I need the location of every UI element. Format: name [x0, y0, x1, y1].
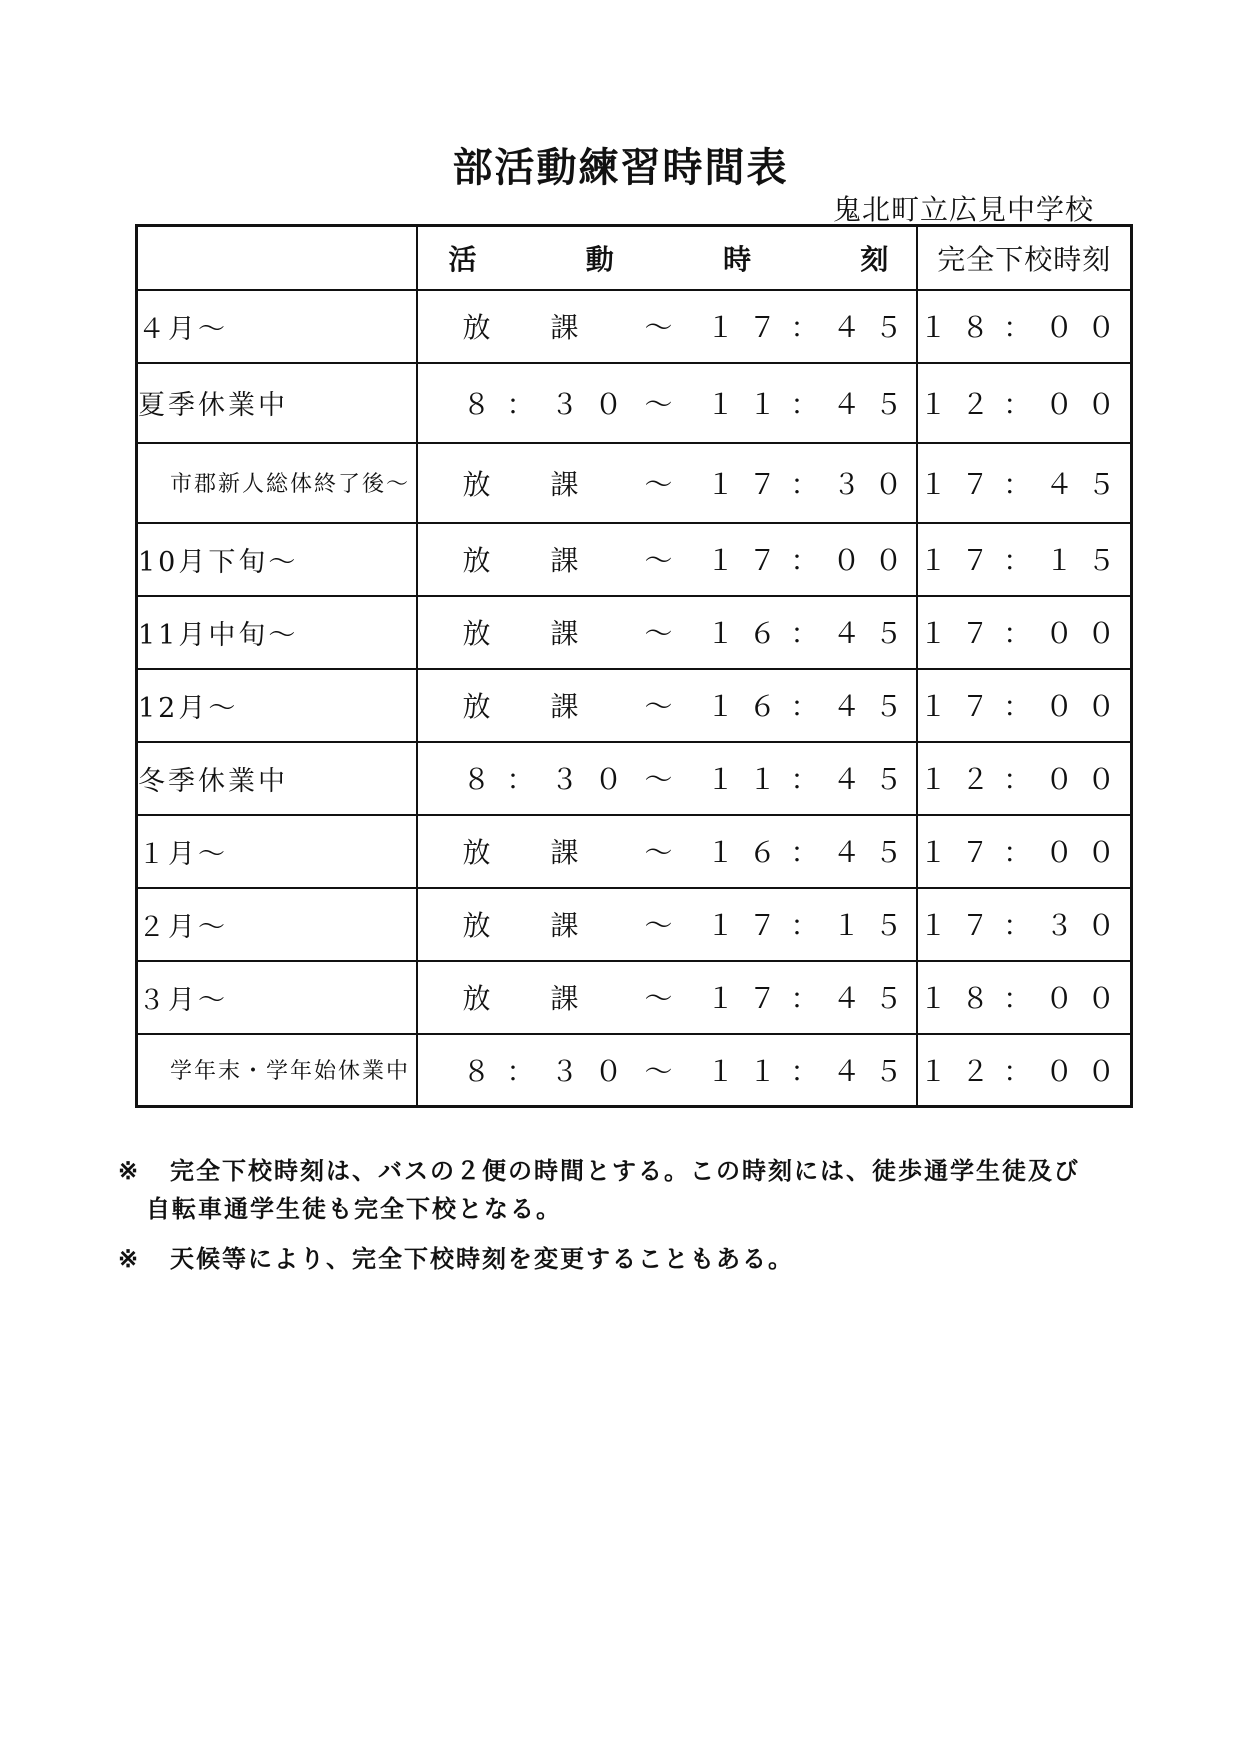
table-row — [137, 888, 1132, 961]
tilde-separator: ～ — [644, 311, 673, 344]
dismissal-time-cell: １７：００ — [917, 815, 1131, 888]
end-time: １７：１５ — [706, 909, 917, 942]
end-time: １１：４５ — [706, 763, 917, 796]
period-cell: 学年末・学年始休業中 — [137, 1034, 418, 1107]
period-cell: 12月～ — [137, 669, 418, 742]
dismissal-time-cell: １２：００ — [917, 1034, 1131, 1107]
dismissal-time-cell: １７：００ — [917, 596, 1131, 669]
tilde-separator: ～ — [644, 909, 673, 942]
activity-time-cell — [417, 363, 917, 443]
start-time: ８：３０ — [462, 1054, 639, 1088]
table-row — [137, 742, 1132, 815]
note-mark: ※ — [118, 1244, 141, 1273]
tilde-separator: ～ — [644, 763, 673, 796]
header-activity-char: 動 — [585, 242, 614, 276]
dismissal-time-cell: １２：００ — [917, 363, 1131, 443]
end-time: １１：４５ — [706, 387, 917, 421]
activity-time-cell — [417, 742, 917, 815]
note-line: 自転車通学生徒も完全下校となる。 — [146, 1194, 562, 1223]
note-line: 完全下校時刻は、バスの２便の時間とする。この時刻には、徒歩通学生徒及び — [170, 1156, 1080, 1185]
start-time: 放 課 — [462, 467, 595, 501]
dismissal-time-cell: １２：００ — [917, 742, 1131, 815]
dismissal-time-cell: １７：１５ — [917, 523, 1131, 596]
period-cell: 冬季休業中 — [137, 742, 418, 815]
note-item — [118, 1240, 1118, 1278]
dismissal-time-cell: １７：３０ — [917, 888, 1131, 961]
activity-time-cell — [417, 815, 917, 888]
note-line: 天候等により、完全下校時刻を変更することもある。 — [170, 1244, 794, 1273]
start-time: 放 課 — [462, 617, 595, 650]
end-time: １７：００ — [706, 544, 917, 577]
end-time: １１：４５ — [706, 1054, 917, 1088]
tilde-separator: ～ — [644, 1054, 673, 1088]
header-activity-char: 活 — [448, 242, 477, 276]
header-activity-time-cell — [417, 226, 917, 290]
activity-time-cell — [417, 1034, 917, 1107]
table-row — [137, 290, 1132, 363]
end-time: １７：４５ — [706, 982, 917, 1015]
school-name: 鬼北町立広見中学校 — [832, 193, 1094, 226]
table-row — [137, 815, 1132, 888]
end-time: １６：４５ — [706, 836, 917, 869]
start-time: 放 課 — [462, 690, 595, 723]
tilde-separator: ～ — [644, 544, 673, 577]
dismissal-time-cell: １７：００ — [917, 669, 1131, 742]
period-cell: 市郡新人総体終了後～ — [137, 443, 418, 523]
end-time: １７：３０ — [706, 467, 917, 501]
notes-section — [118, 1152, 1118, 1290]
end-time: １７：４５ — [706, 311, 917, 344]
period-cell: ４月～ — [137, 290, 418, 363]
start-time: 放 課 — [462, 909, 595, 942]
dismissal-time-cell: １８：００ — [917, 290, 1131, 363]
note-text — [146, 1152, 1118, 1228]
tilde-separator: ～ — [644, 836, 673, 869]
table-row — [137, 443, 1132, 523]
table-row — [137, 523, 1132, 596]
activity-time-cell — [417, 961, 917, 1034]
table-row — [137, 1034, 1132, 1107]
start-time: ８：３０ — [462, 387, 639, 421]
document-title: 部活動練習時間表 — [452, 144, 789, 191]
header-period-cell — [137, 226, 418, 290]
tilde-separator: ～ — [644, 387, 673, 421]
start-time: 放 課 — [462, 982, 595, 1015]
period-cell: ２月～ — [137, 888, 418, 961]
tilde-separator: ～ — [644, 690, 673, 723]
period-cell: 10月下旬～ — [137, 523, 418, 596]
activity-time-cell — [417, 888, 917, 961]
start-time: 放 課 — [462, 311, 595, 344]
table-row — [137, 596, 1132, 669]
period-cell: 11月中旬～ — [137, 596, 418, 669]
header-dismissal-time: 完全下校時刻 — [917, 226, 1131, 290]
activity-time-cell — [417, 596, 917, 669]
note-mark: ※ — [118, 1156, 141, 1185]
start-time: 放 課 — [462, 544, 595, 577]
activity-time-cell — [417, 523, 917, 596]
tilde-separator: ～ — [644, 617, 673, 650]
tilde-separator: ～ — [644, 467, 673, 501]
period-cell: ３月～ — [137, 961, 418, 1034]
header-activity-char: 刻 — [860, 242, 889, 276]
note-item — [118, 1152, 1118, 1228]
table-row — [137, 961, 1132, 1034]
header-activity-char: 時 — [723, 242, 752, 276]
note-text — [170, 1240, 1118, 1278]
end-time: １６：４５ — [706, 690, 917, 723]
practice-schedule-table — [135, 224, 1133, 1108]
activity-time-cell — [417, 290, 917, 363]
start-time: ８：３０ — [462, 763, 639, 796]
activity-time-cell — [417, 669, 917, 742]
table-header-row — [137, 226, 1132, 290]
table-row — [137, 363, 1132, 443]
dismissal-time-cell: １７：４５ — [917, 443, 1131, 523]
table-row — [137, 669, 1132, 742]
end-time: １６：４５ — [706, 617, 917, 650]
activity-time-cell — [417, 443, 917, 523]
period-cell: 夏季休業中 — [137, 363, 418, 443]
dismissal-time-cell: １８：００ — [917, 961, 1131, 1034]
tilde-separator: ～ — [644, 982, 673, 1015]
period-cell: １月～ — [137, 815, 418, 888]
start-time: 放 課 — [462, 836, 595, 869]
